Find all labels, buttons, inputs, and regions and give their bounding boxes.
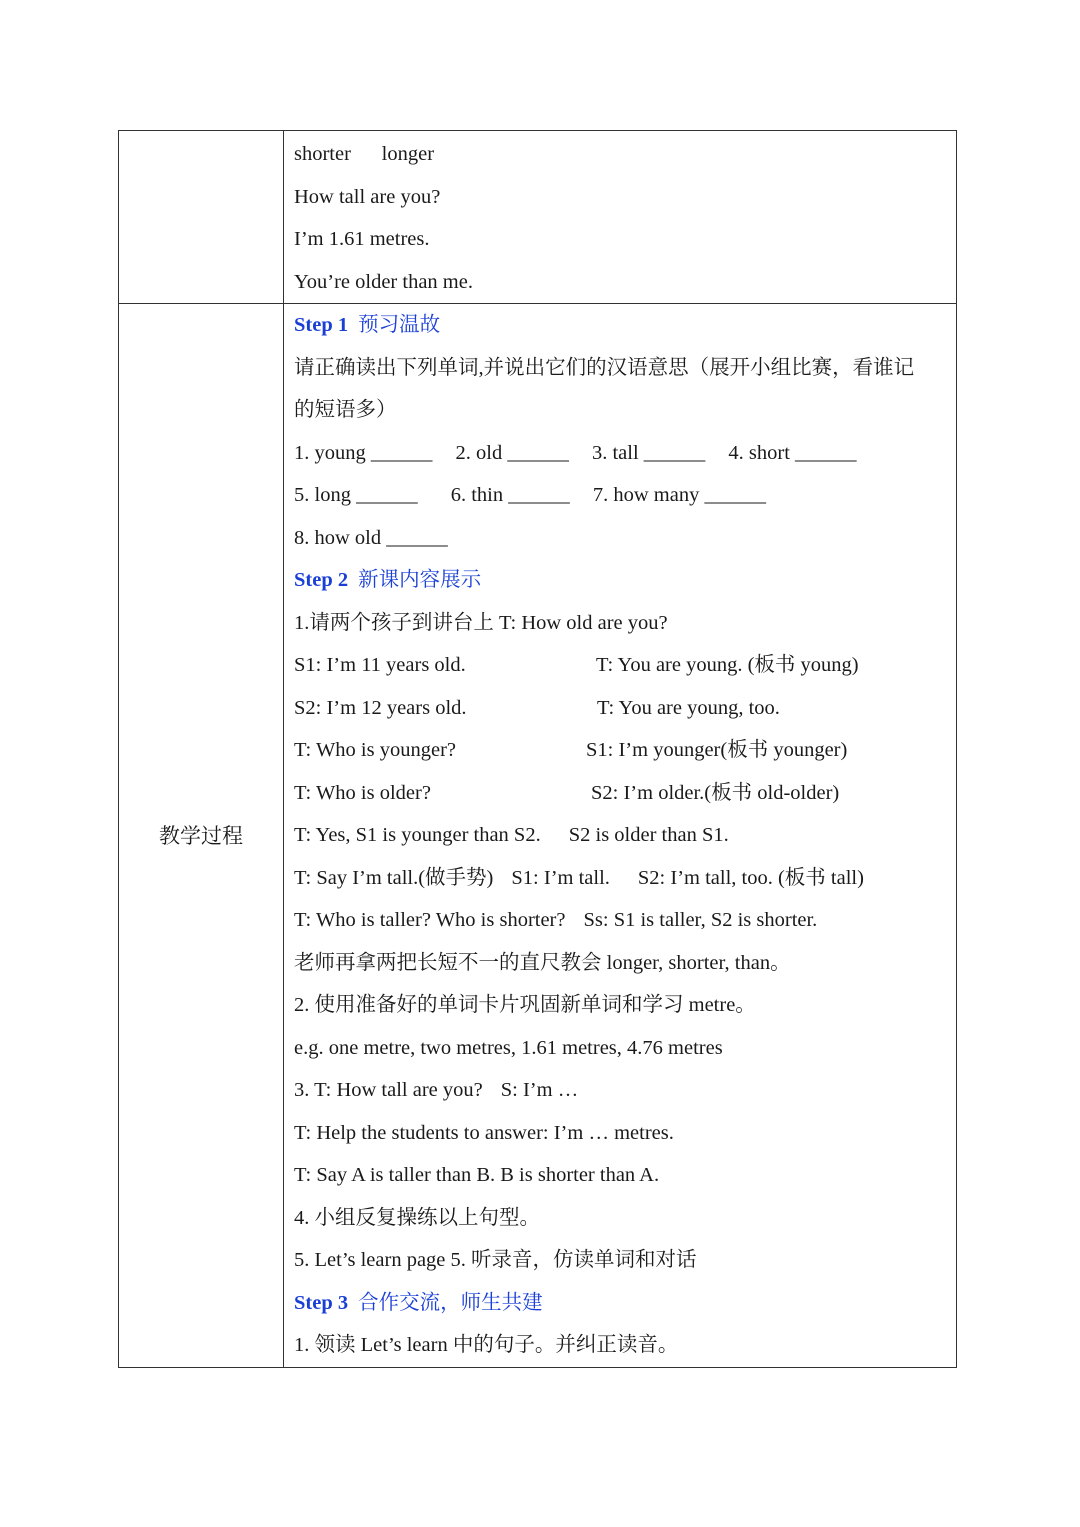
step-title: 合作交流，师生共建 <box>358 1291 543 1314</box>
vocab-item: 8. how old ______ <box>294 526 448 549</box>
step-title: 新课内容展示 <box>358 569 482 591</box>
instruction-line: 的短语多） <box>294 399 397 421</box>
table-row <box>119 131 957 304</box>
procedure-line: e.g. one metre, two metres, 1.61 metres, 4.76 metres <box>294 1036 723 1059</box>
dialog-left: S1: I’m 11 years old. <box>294 654 466 676</box>
sentence-line: I’m 1.61 metres. <box>294 228 430 250</box>
procedure-part: S2 is older than S1. <box>568 824 729 846</box>
procedure-part: T: Yes, S1 is younger than S2. <box>294 824 541 846</box>
procedure-line <box>294 814 948 857</box>
vocab-row <box>294 432 948 475</box>
vocab-item: 7. how many ______ <box>592 484 766 506</box>
procedure-part: Ss: S1 is taller, S2 is shorter. <box>583 909 818 931</box>
sentence-line: You’re older than me. <box>294 270 473 293</box>
lesson-plan-table <box>118 130 957 1368</box>
section-label: 教学过程 <box>119 304 284 1368</box>
vocab-row <box>294 517 948 560</box>
vocab-item: 3. tall ______ <box>591 441 706 464</box>
sentence-line: How tall are you? <box>294 185 441 208</box>
step3-heading <box>294 1282 948 1325</box>
dialog-right: T: You are young. (板书 young) <box>596 654 859 676</box>
step-number: Step 3 <box>294 1291 349 1314</box>
procedure-line <box>294 857 948 900</box>
procedure-part: 3. T: How tall are you? <box>294 1079 483 1101</box>
procedure-line: T: Help the students to answer: I’m … metres. <box>294 1121 674 1144</box>
dialog-right: S1: I’m younger(板书 younger) <box>586 739 848 761</box>
vocab-item: 4. short ______ <box>728 441 857 464</box>
step1-heading <box>294 304 948 347</box>
procedure-part: T: Who is taller? Who is shorter? <box>294 909 566 931</box>
procedure-part: S1: I’m tall. <box>511 866 610 889</box>
procedure-line: T: Say A is taller than B. B is shorter than A. <box>294 1164 660 1186</box>
vocab-item: 1. young ______ <box>294 441 433 464</box>
procedure-part: T: Say I’m tall.(做手势) <box>294 866 494 889</box>
procedure-line: 5. Let’s learn page 5. 听录音，仿读单词和对话 <box>294 1249 697 1271</box>
vocab-item: 2. old ______ <box>455 441 569 464</box>
dialog-left: T: Who is younger? <box>294 739 456 761</box>
procedure-line: 老师再拿两把长短不一的直尺教会 longer, shorter, than。 <box>294 951 791 974</box>
step2-heading <box>294 559 948 602</box>
vocab-item: 6. thin ______ <box>450 484 570 506</box>
procedure-line: 4. 小组反复操练以上句型。 <box>294 1206 540 1229</box>
instruction-line: 请正确读出下列单词,并说出它们的汉语意思（展开小组比赛，看谁记 <box>294 356 915 379</box>
table-row <box>119 304 957 1368</box>
procedure-line <box>294 1069 948 1112</box>
dialog-right: T: You are young, too. <box>597 696 780 719</box>
dialog-right: S2: I’m older.(板书 old-older) <box>591 781 840 804</box>
dialog-line <box>294 729 948 772</box>
dialog-line <box>294 644 948 687</box>
procedure-line: 2. 使用准备好的单词卡片巩固新单词和学习 metre。 <box>294 994 756 1016</box>
dialog-left: T: Who is older? <box>294 781 431 804</box>
content-cell <box>284 304 957 1368</box>
dialog-line <box>294 772 948 815</box>
procedure-line: 1. 领读 Let’s learn 中的句子。并纠正读音。 <box>294 1334 679 1356</box>
procedure-part: S2: I’m tall, too. (板书 tall) <box>637 866 864 889</box>
vocab-item: 5. long ______ <box>294 484 418 506</box>
procedure-part: S: I’m … <box>500 1079 579 1101</box>
step-number: Step 1 <box>294 314 349 336</box>
procedure-line: 1.请两个孩子到讲台上 T: How old are you? <box>294 611 668 634</box>
step-title: 预习温故 <box>358 314 441 336</box>
procedure-line <box>294 899 948 942</box>
dialog-left: S2: I’m 12 years old. <box>294 696 467 719</box>
vocab-pair: shorter longer <box>294 143 435 165</box>
dialog-line <box>294 687 948 730</box>
vocab-row <box>294 474 948 517</box>
empty-label-cell <box>119 131 284 304</box>
content-cell <box>284 131 957 304</box>
step-number: Step 2 <box>294 569 349 591</box>
